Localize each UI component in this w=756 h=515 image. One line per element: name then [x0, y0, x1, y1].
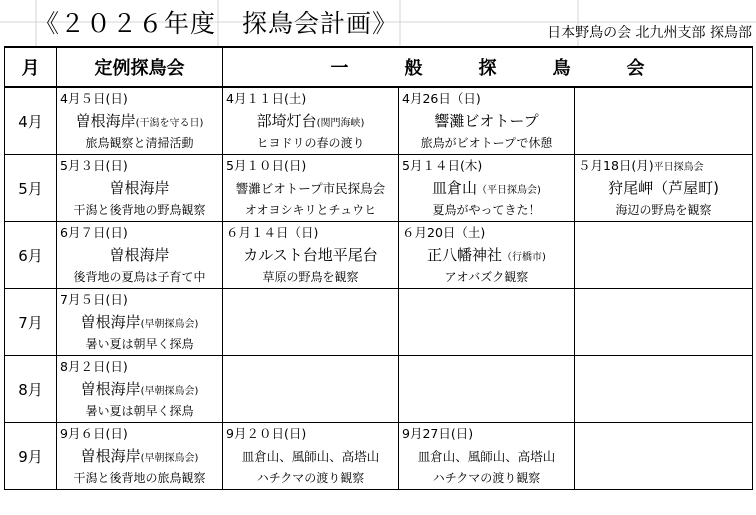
event-place-note: （行橋市): [502, 252, 546, 263]
event-date-text: 9月６日(日): [60, 426, 128, 441]
event-note: [575, 333, 752, 355]
event-place-text: 曽根海岸: [80, 380, 141, 398]
event-place: [575, 110, 752, 132]
event-place-text: 曽根海岸: [80, 447, 141, 465]
month-label: 9月: [5, 423, 57, 490]
event-date-note: 平日探鳥会: [653, 162, 704, 173]
general-header-char: 般: [404, 58, 423, 79]
event-note: 干潟と後背地の野鳥観察: [73, 203, 206, 217]
event-place: [575, 311, 752, 333]
event-date-text: 8月２日(日): [60, 359, 128, 374]
event-place: [57, 110, 222, 132]
event-place-note: (関門海峡): [316, 118, 365, 129]
event-date: [223, 155, 398, 177]
event-date: [57, 88, 222, 110]
event-date-text: 5月１０日(日): [226, 158, 307, 173]
event-place: [575, 378, 752, 400]
event-place: [223, 378, 398, 400]
event-date-text: 6月７日(日): [60, 225, 128, 240]
general-header-char: 探: [478, 58, 497, 79]
month-row: [5, 356, 753, 423]
event-note: [575, 266, 752, 288]
event-place: [57, 378, 222, 400]
event-note: アオバズク観察: [444, 270, 529, 284]
event-place-note: (早朝探鳥会): [140, 386, 199, 397]
event-date: [399, 222, 574, 244]
event-place-text: 正八幡神社: [427, 246, 503, 264]
event-note: 干潟と後背地の旅鳥観察: [73, 471, 206, 485]
event-place-note: (早朝探鳥会): [140, 319, 199, 330]
event-place: [223, 177, 398, 199]
general-header-char: 一: [330, 58, 349, 79]
event-place-text: 部埼灯台: [256, 112, 317, 130]
event-date: [223, 356, 398, 378]
event-place: [57, 445, 222, 467]
event-place-text: 皿倉山: [432, 179, 478, 197]
event-note: ハチクマの渡り観察: [256, 471, 365, 485]
month-row: [5, 289, 753, 356]
event-date: [575, 222, 752, 244]
general-event-cell: [223, 289, 399, 356]
event-note: 暑い夏は朝早く探鳥: [85, 337, 194, 351]
month-row: [5, 423, 753, 490]
event-place: [223, 244, 398, 266]
event-note: [399, 400, 574, 422]
month-row: [5, 87, 753, 155]
general-event-cell: [575, 356, 753, 423]
event-place: [57, 244, 222, 266]
event-date: [57, 222, 222, 244]
general-event-cell: [575, 155, 753, 222]
event-place: [223, 110, 398, 132]
event-date: [575, 155, 752, 177]
event-place-text: 曽根海岸: [80, 313, 141, 331]
general-event-cell: [399, 155, 575, 222]
event-place-text: 響灘ビオトープ市民探鳥会: [235, 181, 386, 196]
event-place: [575, 445, 752, 467]
event-place: [57, 311, 222, 333]
event-date: [399, 423, 574, 445]
event-place: [57, 177, 222, 199]
month-column-header: 月: [5, 47, 57, 87]
general-header-char: 鳥: [552, 58, 571, 79]
event-note: 草原の野鳥を観察: [262, 270, 359, 284]
event-note: [575, 467, 752, 489]
event-date-text: 4月５日(日): [60, 91, 128, 106]
regular-event-cell: [57, 87, 223, 155]
event-note: [575, 132, 752, 154]
organization-name: 日本野鳥の会 北九州支部 探鳥部: [547, 25, 752, 41]
event-date: [399, 289, 574, 311]
event-note: 夏鳥がやってきた！: [432, 203, 541, 217]
event-place: [223, 445, 398, 467]
event-note: 後背地の夏鳥は子育て中: [73, 270, 206, 284]
regular-event-cell: [57, 155, 223, 222]
general-event-cell: [575, 423, 753, 490]
event-date: [57, 289, 222, 311]
regular-column-header: 定例探鳥会: [57, 47, 223, 87]
general-event-cell: [399, 423, 575, 490]
event-place: [399, 110, 574, 132]
general-event-cell: [575, 87, 753, 155]
month-label: 4月: [5, 87, 57, 155]
event-date: [575, 289, 752, 311]
event-date: [575, 88, 752, 110]
general-header-char: 会: [626, 58, 645, 79]
event-note: オオヨシキリとチュウヒ: [244, 203, 377, 217]
event-place-text: 曽根海岸: [109, 246, 170, 264]
regular-event-cell: [57, 423, 223, 490]
month-label: 7月: [5, 289, 57, 356]
page-title: 《２０２６年度 探鳥会計画》: [34, 9, 399, 38]
event-date: [575, 423, 752, 445]
regular-event-cell: [57, 222, 223, 289]
event-date: [57, 423, 222, 445]
month-label: 5月: [5, 155, 57, 222]
event-place-text: 皿倉山、風師山、高塔山: [417, 449, 556, 464]
event-date: [223, 222, 398, 244]
event-place: [399, 445, 574, 467]
event-place: [575, 177, 752, 199]
event-date-text: 4月１１日(土): [226, 91, 307, 106]
event-date: [223, 88, 398, 110]
month-label: 8月: [5, 356, 57, 423]
event-date-text: 5月１４日(木): [402, 158, 483, 173]
event-place-text: 皿倉山、風師山、高塔山: [241, 449, 380, 464]
header-row: [5, 47, 753, 87]
event-date-text: 9月27日(日): [402, 426, 474, 441]
event-note: 旅鳥がビオトープで休憩: [420, 136, 553, 150]
general-event-cell: [223, 155, 399, 222]
event-date-text: ５月18日(月): [578, 158, 654, 173]
event-place-text: カルスト台地平尾台: [243, 246, 378, 264]
month-row: [5, 222, 753, 289]
schedule-table: [4, 46, 753, 490]
event-note: 海辺の野鳥を観察: [615, 203, 712, 217]
event-note: 旅鳥観察と清掃活動: [85, 136, 194, 150]
event-date: [399, 88, 574, 110]
event-note: [399, 333, 574, 355]
event-note: [223, 333, 398, 355]
month-row: [5, 155, 753, 222]
event-date: [399, 155, 574, 177]
event-note: 暑い夏は朝早く探鳥: [85, 404, 194, 418]
event-date: [223, 423, 398, 445]
event-place: [399, 244, 574, 266]
event-place-note: (干潟を守る日): [135, 118, 204, 129]
general-column-header: [223, 47, 753, 87]
general-event-cell: [575, 222, 753, 289]
event-date-text: 7月５日(日): [60, 292, 128, 307]
event-date: [223, 289, 398, 311]
event-date-text: 5月３日(日): [60, 158, 128, 173]
event-note: ハチクマの渡り観察: [432, 471, 541, 485]
general-event-cell: [223, 423, 399, 490]
event-note: [223, 400, 398, 422]
event-date: [575, 356, 752, 378]
event-place: [223, 311, 398, 333]
general-event-cell: [223, 356, 399, 423]
general-event-cell: [223, 87, 399, 155]
event-date-text: 9月２０日(日): [226, 426, 307, 441]
event-date-text: 4月26日（日): [402, 91, 481, 106]
event-date-text: ６月20日（土): [402, 225, 486, 240]
event-note: ヒヨドリの春の渡り: [256, 136, 365, 150]
general-event-cell: [399, 289, 575, 356]
event-place-text: 響灘ビオトープ: [434, 112, 539, 130]
event-note: [575, 400, 752, 422]
event-place-note: （平日探鳥会): [477, 185, 541, 196]
event-place-text: 曽根海岸: [109, 179, 170, 197]
event-place: [399, 311, 574, 333]
event-date: [57, 356, 222, 378]
event-date: [399, 356, 574, 378]
general-event-cell: [575, 289, 753, 356]
regular-event-cell: [57, 289, 223, 356]
general-event-cell: [399, 87, 575, 155]
event-place-note: (早朝探鳥会): [140, 453, 199, 464]
event-place-text: 曽根海岸: [75, 112, 136, 130]
event-place: [399, 177, 574, 199]
event-date-text: ６月１４日（日): [226, 225, 319, 240]
month-label: 6月: [5, 222, 57, 289]
general-event-cell: [223, 222, 399, 289]
event-place: [575, 244, 752, 266]
general-event-cell: [399, 356, 575, 423]
general-event-cell: [399, 222, 575, 289]
event-place: [399, 378, 574, 400]
event-place-text: 狩尾岬（芦屋町): [608, 179, 719, 197]
regular-event-cell: [57, 356, 223, 423]
event-date: [57, 155, 222, 177]
